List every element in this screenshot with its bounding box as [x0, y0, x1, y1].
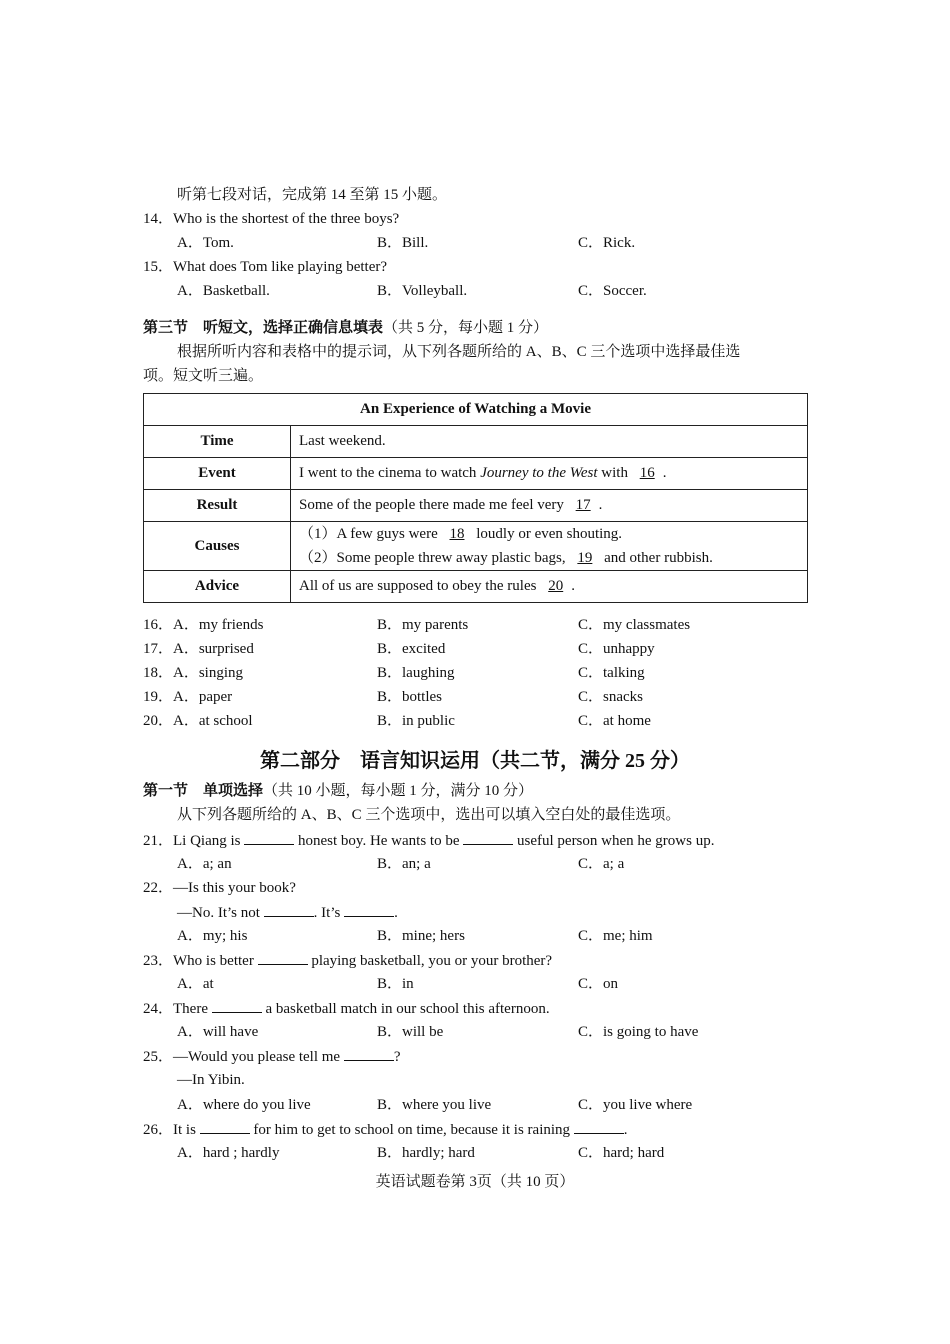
option-18c: C．talking — [578, 665, 645, 681]
option-17a: 17．A．surprised — [143, 641, 254, 657]
section1-heading-bold: 第一节 单项选择 — [143, 783, 264, 799]
table-title: An Experience of Watching a Movie — [144, 394, 808, 426]
answer-blank — [258, 950, 308, 965]
option-17b: B．excited — [377, 641, 446, 657]
question-15-stem: 15．What does Tom like playing better? — [143, 259, 388, 275]
option-18b: B．laughing — [377, 665, 455, 681]
table-label-advice: Advice — [144, 571, 291, 603]
option-18a: 18．A．singing — [143, 665, 244, 681]
option-15c: C．Soccer. — [578, 283, 647, 299]
table-value-result — [291, 490, 808, 522]
option-16b: B．my parents — [377, 617, 469, 633]
q25-text-2: ? — [393, 1049, 401, 1065]
q26-text-2: for him to get to school on time, because it is raining — [249, 1122, 574, 1138]
option-14c: C．Rick. — [578, 235, 636, 251]
question-23-stem — [143, 950, 552, 971]
question-24-stem — [143, 998, 550, 1019]
table-value-time: Last weekend. — [291, 426, 808, 458]
instruction-text: 听第七段对话，完成第 14 至第 15 小题。 — [177, 187, 448, 203]
option-21a: A．a; an — [177, 856, 232, 872]
option-14b: B．Bill. — [377, 235, 429, 251]
question-25-line-2: —In Yibin. — [177, 1072, 245, 1088]
result-text: Some of the people there made me feel very — [299, 497, 568, 513]
question-22-stem: 22．—Is this your book? — [143, 880, 296, 896]
section3-heading — [143, 318, 548, 338]
q25-text-1: 25．—Would you please tell me — [143, 1049, 344, 1065]
cause-1 — [299, 522, 799, 546]
option-23a: A．at — [177, 976, 214, 992]
page-footer: 英语试题卷第 3页（共 10 页） — [375, 1174, 575, 1190]
section1-heading — [143, 781, 533, 801]
result-text-end: . — [598, 497, 603, 513]
table-value-event — [291, 458, 808, 490]
option-22c: C．me; him — [578, 928, 653, 944]
question-25-stem — [143, 1046, 401, 1067]
q23-text-1: 23．Who is better — [143, 953, 258, 969]
option-23b: B．in — [377, 976, 414, 992]
section3-heading-rest: （共 5 分，每小题 1 分） — [383, 320, 549, 336]
table-label-time: Time — [144, 426, 291, 458]
q22-text-2: . It’s — [313, 905, 345, 921]
option-17c: C．unhappy — [578, 641, 655, 657]
option-15b: B．Volleyball. — [377, 283, 468, 299]
option-21c: C．a; a — [578, 856, 625, 872]
blank-19: 19 — [577, 550, 593, 566]
answer-blank — [244, 830, 294, 845]
option-26a: A．hard ; hardly — [177, 1145, 280, 1161]
option-26c: C．hard; hard — [578, 1145, 665, 1161]
answer-blank — [200, 1119, 250, 1134]
cause-2-text: （2）Some people threw away plastic bags, — [299, 550, 570, 566]
option-15a: A．Basketball. — [177, 283, 270, 299]
table-value-advice — [291, 571, 808, 603]
section3-heading-bold: 第三节 听短文，选择正确信息填表 — [143, 320, 384, 336]
event-text-end: . — [662, 465, 667, 481]
q26-text-1: 26．It is — [143, 1122, 200, 1138]
q24-text-1: 24．There — [143, 1001, 212, 1017]
option-23c: C．on — [578, 976, 619, 992]
event-text: I went to the cinema to watch — [299, 465, 481, 481]
answer-blank — [264, 902, 314, 917]
section3-instruction-1: 根据所听内容和表格中的提示词，从下列各题所给的 A、B、C 三个选项中选择最佳选 — [177, 344, 741, 360]
cause-2 — [299, 546, 799, 570]
answer-blank — [212, 998, 262, 1013]
option-14a: A．Tom. — [177, 235, 234, 251]
q22-text-1: —No. It’s not — [177, 905, 264, 921]
cause-1-text-end: loudly or even shouting. — [472, 526, 623, 542]
cause-2-text-end: and other rubbish. — [600, 550, 713, 566]
section3-instruction-2: 项。短文听三遍。 — [143, 368, 264, 384]
option-20b: B．in public — [377, 713, 455, 729]
option-20c: C．at home — [578, 713, 651, 729]
blank-18: 18 — [449, 526, 465, 542]
option-19a: 19．A．paper — [143, 689, 233, 705]
option-24c: C．is going to have — [578, 1024, 699, 1040]
info-table — [143, 393, 808, 603]
q22-text-3: . — [394, 905, 398, 921]
option-22a: A．my; his — [177, 928, 248, 944]
blank-16: 16 — [639, 465, 655, 481]
option-20a: 20．A．at school — [143, 713, 253, 729]
part2-title: 第二部分 语言知识运用（共二节，满分 25 分） — [260, 750, 690, 772]
q21-text-3: useful person when he grows up. — [513, 833, 715, 849]
question-21-stem — [143, 830, 714, 851]
option-26b: B．hardly; hard — [377, 1145, 475, 1161]
option-24a: A．will have — [177, 1024, 259, 1040]
blank-20: 20 — [548, 578, 564, 594]
q26-text-3: . — [623, 1122, 628, 1138]
option-25b: B．where you live — [377, 1097, 492, 1113]
answer-blank — [344, 902, 394, 917]
cause-1-text: （1）A few guys were — [299, 526, 442, 542]
question-26-stem — [143, 1119, 628, 1140]
option-19b: B．bottles — [377, 689, 443, 705]
option-22b: B．mine; hers — [377, 928, 465, 944]
question-14-stem: 14．Who is the shortest of the three boys? — [143, 211, 400, 227]
table-label-event: Event — [144, 458, 291, 490]
answer-blank — [463, 830, 513, 845]
q23-text-2: playing basketball, you or your brother? — [307, 953, 553, 969]
table-label-result: Result — [144, 490, 291, 522]
movie-title: Journey to the West — [480, 465, 598, 481]
option-16c: C．my classmates — [578, 617, 691, 633]
table-label-causes: Causes — [144, 522, 291, 571]
section1-instruction: 从下列各题所给的 A、B、C 三个选项中，选出可以填入空白处的最佳选项。 — [177, 807, 681, 823]
advice-text: All of us are supposed to obey the rules — [299, 578, 541, 594]
advice-text-end: . — [571, 578, 575, 594]
option-19c: C．snacks — [578, 689, 643, 705]
option-21b: B．an; a — [377, 856, 431, 872]
q21-text-1: 21．Li Qiang is — [143, 833, 245, 849]
answer-blank — [344, 1046, 394, 1061]
answer-blank — [574, 1119, 624, 1134]
blank-17: 17 — [575, 497, 591, 513]
option-25a: A．where do you live — [177, 1097, 311, 1113]
event-text-mid: with — [597, 465, 632, 481]
option-25c: C．you live where — [578, 1097, 693, 1113]
q24-text-2: a basketball match in our school this afternoon. — [261, 1001, 550, 1017]
table-value-causes — [291, 522, 808, 571]
option-24b: B．will be — [377, 1024, 444, 1040]
q21-text-2: honest boy. He wants to be — [294, 833, 464, 849]
option-16a: 16．A．my friends — [143, 617, 264, 633]
question-22-line-2 — [177, 902, 398, 923]
section1-heading-rest: （共 10 小题，每小题 1 分，满分 10 分） — [263, 783, 534, 799]
